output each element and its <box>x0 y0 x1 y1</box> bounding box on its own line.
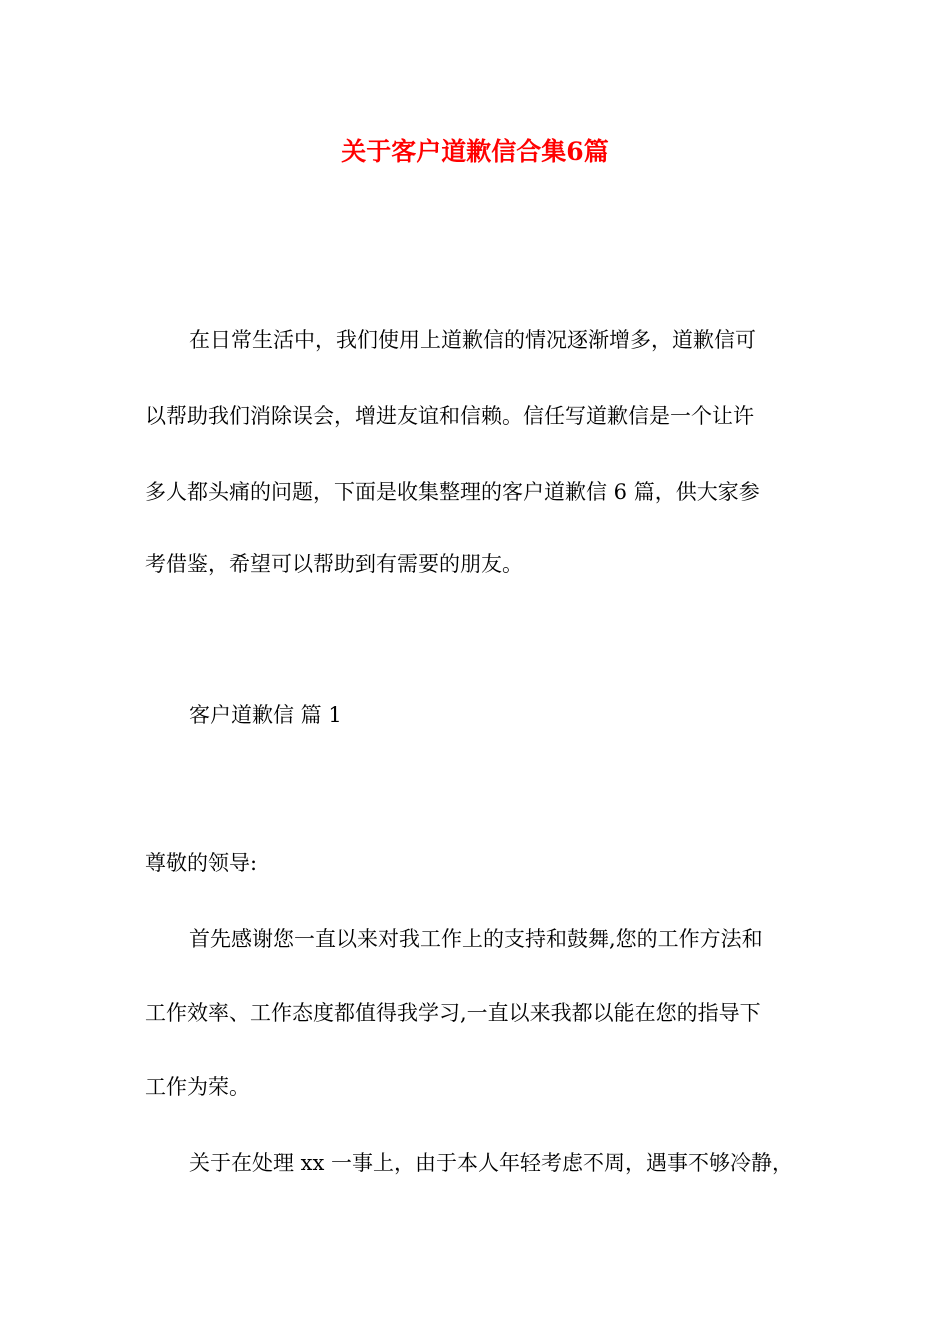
intro-line-3: 多人都头痛的问题，下面是收集整理的客户道歉信 6 篇，供大家参 <box>145 480 760 504</box>
section-heading: 客户道歉信 篇 1 <box>189 703 342 727</box>
paragraph-1-line-2: 工作效率、工作态度都值得我学习,一直以来我都以能在您的指导下 <box>145 1001 761 1025</box>
paragraph-1-line-1: 首先感谢您一直以来对我工作上的支持和鼓舞,您的工作方法和 <box>189 927 763 951</box>
salutation: 尊敬的领导: <box>145 851 258 875</box>
document-title: 关于客户道歉信合集6篇 <box>341 137 609 166</box>
paragraph-2-line-1: 关于在处理 xx 一事上，由于本人年轻考虑不周，遇事不够冷静， <box>189 1151 794 1175</box>
intro-line-1: 在日常生活中，我们使用上道歉信的情况逐渐增多，道歉信可 <box>189 328 756 352</box>
intro-line-2: 以帮助我们消除误会，增进友谊和信赖。信任写道歉信是一个让许 <box>145 404 754 428</box>
paragraph-1-line-3: 工作为荣。 <box>145 1075 250 1099</box>
intro-line-4: 考借鉴，希望可以帮助到有需要的朋友。 <box>145 552 523 576</box>
